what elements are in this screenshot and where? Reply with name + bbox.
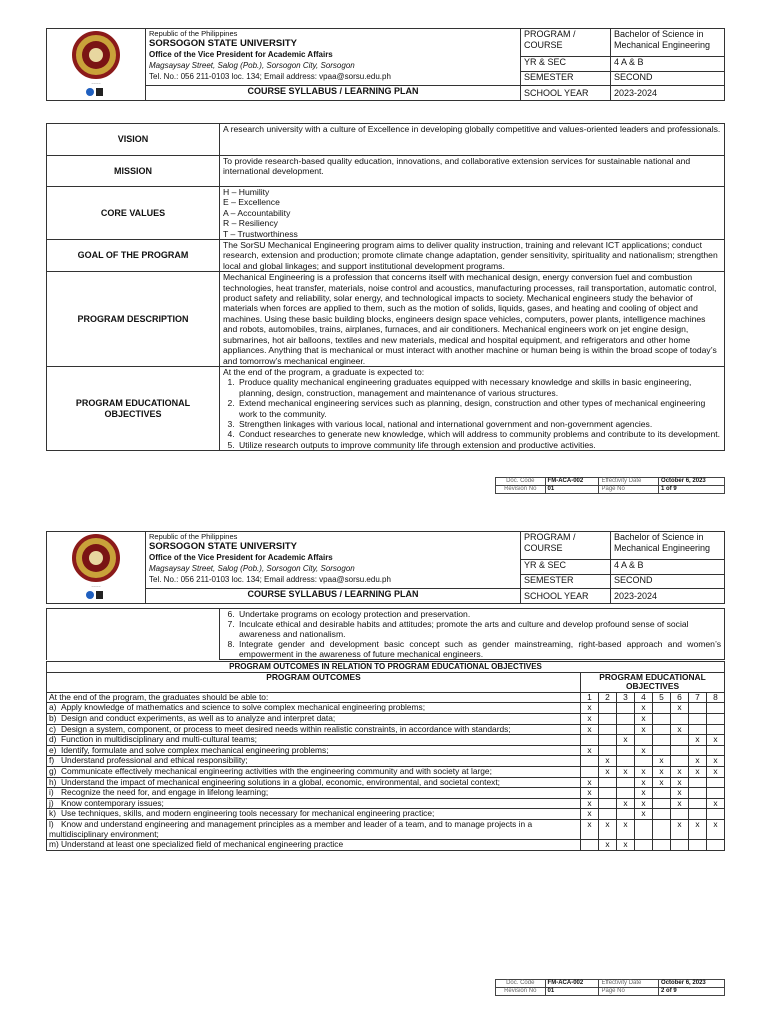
outcome-mark: x (689, 819, 707, 839)
outcome-mark (653, 798, 671, 809)
outcome-mark (707, 745, 725, 756)
outcome-mark (617, 724, 635, 735)
outcome-mark (581, 735, 599, 746)
university-seal-icon (70, 532, 122, 600)
outcome-letter: b) (49, 712, 57, 723)
po-header: PROGRAM OUTCOMES (47, 672, 581, 692)
outcome-mark (617, 777, 635, 788)
outcome-mark: x (617, 735, 635, 746)
contact-text: Tel. No.: 056 211-0103 loc. 134; Email address: vpaa@sorsu.edu.ph (149, 72, 391, 81)
peo-col-number: 3 (617, 692, 635, 703)
outcome-mark: x (635, 745, 653, 756)
outcome-letter: h) (49, 776, 57, 787)
university-name: SORSOGON STATE UNIVERSITY (149, 541, 297, 552)
outcome-mark: x (581, 809, 599, 820)
outcome-letter: d) (49, 734, 57, 745)
peo-item: 2. Extend mechanical engineering services such as planning, design, construction and other types of mechanical engineering work to the community. (237, 398, 721, 419)
outcome-row (47, 745, 725, 756)
outcome-mark: x (671, 766, 689, 777)
outcome-mark: x (599, 840, 617, 851)
outcome-text: Know contemporary issues; (61, 797, 164, 808)
outcome-mark (653, 809, 671, 820)
doc-title: COURSE SYLLABUS / LEARNING PLAN (146, 86, 521, 101)
program-value: Bachelor of Science in Mechanical Engineering (611, 29, 725, 57)
outcome-mark: x (581, 703, 599, 714)
outcome-text-cell (47, 745, 581, 756)
outcome-letter: g) (49, 765, 57, 776)
outcome-mark: x (689, 756, 707, 767)
office-name: Office of the Vice President for Academic Affairs (149, 50, 333, 59)
outcome-mark (689, 703, 707, 714)
outcome-text: Know and understand engineering and management principles as a member and leader of a team, and to manage projects in a multidisciplinary environment; (49, 818, 533, 839)
mission-text: To provide research-based quality education, innovations, and collaborative extension services for sustainable national and international development. (220, 156, 725, 187)
outcome-mark (689, 840, 707, 851)
outcome-mark (617, 745, 635, 756)
outcome-mark (653, 735, 671, 746)
goal-label: GOAL OF THE PROGRAM (47, 240, 220, 272)
page-number: 2 of 9 (659, 988, 725, 996)
outcome-text-cell (47, 798, 581, 809)
outcome-mark: x (671, 703, 689, 714)
outcome-mark (599, 809, 617, 820)
outcome-mark: x (689, 735, 707, 746)
outcome-text: Identify, formulate and solve complex mechanical engineering problems; (61, 744, 329, 755)
outcome-mark (653, 745, 671, 756)
outcome-mark: x (635, 766, 653, 777)
doc-code-label: Doc. Code (496, 980, 546, 988)
outcome-mark: x (599, 766, 617, 777)
outcome-mark (707, 777, 725, 788)
syllabus-sections-table (46, 123, 725, 451)
outcome-letter: k) (49, 808, 56, 819)
program-label: PROGRAM / COURSE (521, 532, 611, 560)
outcome-mark: x (671, 798, 689, 809)
peo-col-number: 6 (671, 692, 689, 703)
outcome-mark (653, 724, 671, 735)
outcome-mark: x (635, 798, 653, 809)
core-values-label: CORE VALUES (47, 187, 220, 240)
outcomes-title: PROGRAM OUTCOMES IN RELATION TO PROGRAM EDUCATIONAL OBJECTIVES (47, 662, 725, 673)
vision-label: VISION (47, 124, 220, 156)
outcome-mark (617, 756, 635, 767)
outcome-text: Design a system, component, or process to meet desired needs within realistic constraints, in accordance with standards; (61, 723, 511, 734)
outcome-mark (689, 745, 707, 756)
outcome-mark: x (671, 777, 689, 788)
outcome-mark: x (617, 766, 635, 777)
peo-col-number: 5 (653, 692, 671, 703)
outcome-mark (653, 819, 671, 839)
republic-text: Republic of the Philippines (149, 29, 238, 38)
outcome-mark (653, 840, 671, 851)
peo-item: 3. Strengthen linkages with various local, national and international government and non-government agencies. (237, 419, 721, 429)
schoolyear-label: SCHOOL YEAR (521, 589, 611, 604)
revision-label: Revision No (496, 486, 546, 494)
peo-header: PROGRAM EDUCATIONAL OBJECTIVES (581, 672, 725, 692)
outcome-mark: x (635, 777, 653, 788)
outcome-mark (689, 777, 707, 788)
outcome-text: Apply knowledge of mathematics and science to solve complex mechanical engineering problems; (61, 702, 426, 713)
program-outcomes-table (46, 661, 725, 851)
outcome-text: Recognize the need for, and engage in lifelong learning; (61, 787, 269, 798)
outcome-mark: x (635, 809, 653, 820)
peo-continued-list (220, 609, 725, 660)
outcome-mark: x (689, 766, 707, 777)
outcome-mark (599, 788, 617, 799)
logo-cell (47, 29, 146, 101)
peo-continuation-table (46, 608, 725, 660)
svg-text:~~~~: ~~~~ (91, 81, 101, 86)
outcome-mark: x (671, 819, 689, 839)
outcome-mark: x (671, 724, 689, 735)
address-text: Magsaysay Street, Salog (Pob.), Sorsogon City, Sorsogon (149, 564, 355, 573)
outcome-row (47, 756, 725, 767)
outcome-mark: x (707, 735, 725, 746)
outcome-mark (581, 756, 599, 767)
outcome-text: Communicate effectively mechanical engineering activities with the engineering community and with society at large; (61, 765, 492, 776)
outcome-letter: f) (49, 755, 55, 766)
goal-text: The SorSU Mechanical Engineering program aims to deliver quality instruction, training and relevant ICT applications; conduct research, extension and production; promote climate change adaptation, gender sensitivity, spirituality and nationalism; strengthen local and global linkages; and support institutional development programs. (220, 240, 725, 272)
yrsec-value: 4 A & B (611, 560, 725, 575)
outcome-mark (689, 798, 707, 809)
outcome-mark (707, 703, 725, 714)
peo-col-number: 7 (689, 692, 707, 703)
peo-intro: At the end of the program, a graduate is expected to: (223, 366, 425, 377)
doc-code: FM-ACA-002 (545, 980, 599, 988)
program-description-label: PROGRAM DESCRIPTION (47, 272, 220, 367)
outcome-mark: x (653, 766, 671, 777)
core-values-list (220, 187, 725, 240)
outcome-mark (707, 713, 725, 724)
outcome-row (47, 703, 725, 714)
outcome-text-cell (47, 809, 581, 820)
yrsec-label: YR & SEC (521, 560, 611, 575)
peo-col-number: 2 (599, 692, 617, 703)
outcome-mark: x (599, 756, 617, 767)
outcome-mark: x (707, 766, 725, 777)
effectivity-label: Effectivity Date (599, 478, 659, 486)
revision-no: 01 (545, 988, 599, 996)
effectivity-label: Effectivity Date (599, 980, 659, 988)
doc-control-footer-page2 (495, 979, 725, 996)
page-label: Page No (599, 486, 659, 494)
outcome-mark (671, 713, 689, 724)
semester-value: SECOND (611, 72, 725, 86)
outcome-text-cell (47, 756, 581, 767)
schoolyear-value: 2023-2024 (611, 86, 725, 101)
doc-code: FM-ACA-002 (545, 478, 599, 486)
outcome-mark (653, 788, 671, 799)
outcome-letter: c) (49, 723, 56, 734)
outcome-mark: x (671, 788, 689, 799)
outcome-mark (671, 745, 689, 756)
outcome-mark (599, 703, 617, 714)
core-value-item: E – Excellence (223, 197, 280, 208)
outcome-mark: x (707, 798, 725, 809)
outcome-mark (671, 756, 689, 767)
outcome-row (47, 724, 725, 735)
outcome-mark: x (581, 819, 599, 839)
outcome-mark (617, 713, 635, 724)
outcome-mark: x (635, 724, 653, 735)
outcome-text-cell (47, 703, 581, 714)
core-value-item: H – Humility (223, 187, 270, 197)
logo-cell (47, 532, 146, 604)
outcome-row (47, 777, 725, 788)
outcome-row (47, 809, 725, 820)
outcome-mark (689, 788, 707, 799)
peo-list (220, 366, 725, 450)
outcomes-intro: At the end of the program, the graduates should be able to: (47, 692, 581, 703)
outcome-mark (599, 798, 617, 809)
outcome-mark (599, 713, 617, 724)
mission-label: MISSION (47, 156, 220, 187)
outcome-mark: x (635, 713, 653, 724)
outcome-letter: l) (49, 818, 54, 829)
outcome-mark: x (617, 798, 635, 809)
doc-title: COURSE SYLLABUS / LEARNING PLAN (146, 589, 521, 604)
university-seal-icon (70, 29, 122, 97)
contact-text: Tel. No.: 056 211-0103 loc. 134; Email address: vpaa@sorsu.edu.ph (149, 575, 391, 584)
revision-no: 01 (545, 486, 599, 494)
core-value-item: R – Resiliency (223, 218, 278, 229)
outcome-row (47, 713, 725, 724)
peo-item: 5. Utilize research outputs to improve community life through extension and productive activities. (237, 440, 721, 450)
outcome-row (47, 819, 725, 839)
outcome-mark (635, 819, 653, 839)
outcome-mark: x (581, 713, 599, 724)
page-number: 1 of 9 (659, 486, 725, 494)
outcome-mark: x (581, 798, 599, 809)
schoolyear-value: 2023-2024 (611, 589, 725, 604)
revision-label: Revision No (496, 988, 546, 996)
program-label: PROGRAM / COURSE (521, 29, 611, 57)
core-value-item: T – Trustworthiness (223, 228, 298, 239)
outcome-text: Function in multidisciplinary and multi-cultural teams; (61, 734, 257, 745)
semester-label: SEMESTER (521, 575, 611, 589)
outcome-text-cell (47, 777, 581, 788)
program-description-text: Mechanical Engineering is a profession that concerns itself with mechanical design, energy conversion fuel and combustion technologies, heat transfer, materials, noise control and acoustics, manufacturing processes, rail transportation, automatic control, product safety and reliability, solar energy, and technological impacts to society. Mechanical engineers study the behavior of materials when forces are applied to them, such as the motion of solids, liquids, gases, and heating and cooling of object and machines. Using these basic building blocks, engineers design space vehicles, computers, power plants, intelligence machines and robots, automobiles, trains, airplanes, furnaces, and air conditioners. Mechanical engineers work on jet engine design, submarines, hot air balloons, textiles and new materials, medical and hospital equipment, and refrigerators and other home appliances. Anything that is mechanical or must interact with another machine or human being is within the broad scope of today’s and tomorrow’s mechanical engineer. (220, 272, 725, 367)
address-text: Magsaysay Street, Salog (Pob.), Sorsogon City, Sorsogon (149, 61, 355, 70)
outcome-mark: x (653, 777, 671, 788)
outcome-mark (617, 788, 635, 799)
outcome-mark (581, 840, 599, 851)
yrsec-value: 4 A & B (611, 57, 725, 72)
outcome-mark (707, 840, 725, 851)
outcome-mark: x (581, 745, 599, 756)
outcome-text: Understand at least one specialized field of mechanical engineering practice (61, 839, 344, 850)
outcome-text: Use techniques, skills, and modern engineering tools necessary for mechanical engineering practice; (61, 808, 435, 819)
outcome-mark (599, 724, 617, 735)
outcome-mark: x (653, 756, 671, 767)
outcome-letter: a) (49, 702, 57, 713)
outcome-mark (689, 713, 707, 724)
yrsec-label: YR & SEC (521, 57, 611, 72)
outcome-mark (653, 703, 671, 714)
outcome-row (47, 766, 725, 777)
outcome-mark (599, 745, 617, 756)
peo-item: 7. Inculcate ethical and desirable habits and attitudes; promote the arts and culture and develop profound sense of social awareness and nationalism. (237, 619, 721, 639)
outcome-text-cell (47, 788, 581, 799)
header-table-page1 (46, 28, 725, 101)
outcome-mark (635, 756, 653, 767)
outcome-mark: x (617, 840, 635, 851)
svg-text:~~~~: ~~~~ (91, 584, 101, 589)
outcome-mark (599, 735, 617, 746)
program-value: Bachelor of Science in Mechanical Engineering (611, 532, 725, 560)
outcome-text-cell (47, 735, 581, 746)
semester-value: SECOND (611, 575, 725, 589)
outcome-row (47, 735, 725, 746)
peo-col-number: 1 (581, 692, 599, 703)
outcome-mark: x (707, 819, 725, 839)
outcome-mark: x (635, 703, 653, 714)
doc-code-label: Doc. Code (496, 478, 546, 486)
peo-item: 8. Integrate gender and development basic concept such as gender mainstreaming, right-based approach and women’s empowerment in the awareness of future mechanical engineers. (237, 639, 721, 659)
peo-item: 6. Undertake programs on ecology protection and preservation. (237, 609, 721, 619)
outcome-row (47, 840, 725, 851)
office-name: Office of the Vice President for Academic Affairs (149, 553, 333, 562)
outcome-mark (599, 777, 617, 788)
outcome-text-cell (47, 840, 581, 851)
outcome-mark: x (635, 788, 653, 799)
schoolyear-label: SCHOOL YEAR (521, 86, 611, 101)
outcome-mark: x (599, 819, 617, 839)
university-name: SORSOGON STATE UNIVERSITY (149, 38, 297, 49)
outcome-mark (653, 713, 671, 724)
outcome-mark (671, 809, 689, 820)
outcome-text-cell (47, 713, 581, 724)
outcome-mark (707, 724, 725, 735)
peo-item: 1. Produce quality mechanical engineering graduates equipped with necessary knowledge and skills in basic engineering, planning, design, construction, management and maintenance of various structures. (237, 377, 721, 398)
header-table-page2 (46, 531, 725, 604)
outcome-mark (689, 724, 707, 735)
republic-text: Republic of the Philippines (149, 532, 238, 541)
outcome-mark (617, 809, 635, 820)
outcome-mark (689, 809, 707, 820)
outcome-mark (581, 766, 599, 777)
outcome-text-cell (47, 819, 581, 839)
outcome-letter: m) (49, 839, 59, 850)
peo-item: 4. Conduct researches to generate new knowledge, which will address to community problems and contribute to its development. (237, 429, 721, 439)
outcome-text-cell (47, 766, 581, 777)
page-label: Page No (599, 988, 659, 996)
peo-col-number: 4 (635, 692, 653, 703)
outcome-row (47, 788, 725, 799)
outcome-mark: x (581, 724, 599, 735)
core-value-item: A – Accountability (223, 207, 291, 218)
vision-text: A research university with a culture of Excellence in developing globally competitive and values-oriented leaders and professionals. (220, 124, 725, 156)
doc-control-footer-page1 (495, 477, 725, 494)
outcome-mark (635, 840, 653, 851)
outcome-mark: x (581, 777, 599, 788)
effectivity-date: October 6, 2023 (659, 478, 725, 486)
outcome-mark (617, 703, 635, 714)
outcome-letter: e) (49, 744, 57, 755)
outcome-text: Design and conduct experiments, as well as to analyze and interpret data; (61, 712, 336, 723)
university-info (146, 532, 521, 589)
university-info (146, 29, 521, 86)
outcome-mark (707, 809, 725, 820)
outcome-mark: x (617, 819, 635, 839)
outcome-text: Understand professional and ethical responsibility; (61, 755, 248, 766)
outcome-mark: x (581, 788, 599, 799)
outcome-mark (671, 735, 689, 746)
outcome-mark: x (707, 756, 725, 767)
outcome-mark (635, 735, 653, 746)
outcome-mark (671, 840, 689, 851)
peo-label: PROGRAM EDUCATIONAL OBJECTIVES (47, 366, 220, 450)
peo-col-number: 8 (707, 692, 725, 703)
outcome-text-cell (47, 724, 581, 735)
outcome-letter: j) (49, 797, 54, 808)
outcome-row (47, 798, 725, 809)
outcome-mark (707, 788, 725, 799)
outcome-text: Understand the impact of mechanical engineering solutions in a global, economic, environmental, and societal context; (61, 776, 501, 787)
semester-label: SEMESTER (521, 72, 611, 86)
outcome-letter: i) (49, 787, 54, 798)
effectivity-date: October 6, 2023 (659, 980, 725, 988)
